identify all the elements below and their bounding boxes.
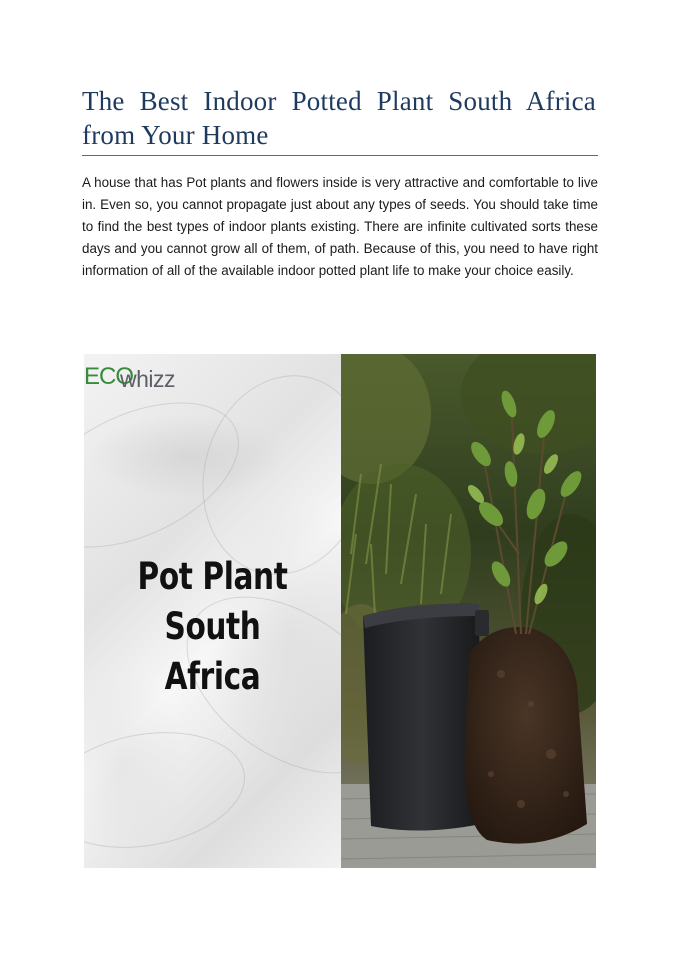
logo-eco-text: ECO bbox=[84, 363, 134, 390]
plant-photo bbox=[341, 354, 596, 868]
title-underline-divider bbox=[82, 155, 598, 156]
banner-headline-line2: Africa bbox=[164, 655, 261, 698]
banner-headline bbox=[110, 552, 316, 702]
article-banner-image bbox=[84, 354, 596, 868]
document-title: The Best Indoor Potted Plant South Africa from Your Home bbox=[82, 86, 596, 150]
intro-paragraph: A house that has Pot plants and flowers inside is very attractive and comfortable to live in. Even so, you cannot propagate just about any types of seeds. You should take time to find the best types of indoor plants existing. There are infinite cultivated sorts these days and you cannot grow all of them, of path. Because of this, you need to have right information of all of the available indoor potted plant life to make your choice easily. bbox=[82, 175, 598, 278]
ecowhizz-logo bbox=[84, 360, 204, 394]
logo-whizz-text: whizz bbox=[120, 366, 176, 392]
plant-in-grow-bag-illustration bbox=[341, 354, 596, 868]
banner-headline-line1: Pot Plant South bbox=[137, 555, 288, 648]
marble-panel bbox=[84, 354, 341, 868]
